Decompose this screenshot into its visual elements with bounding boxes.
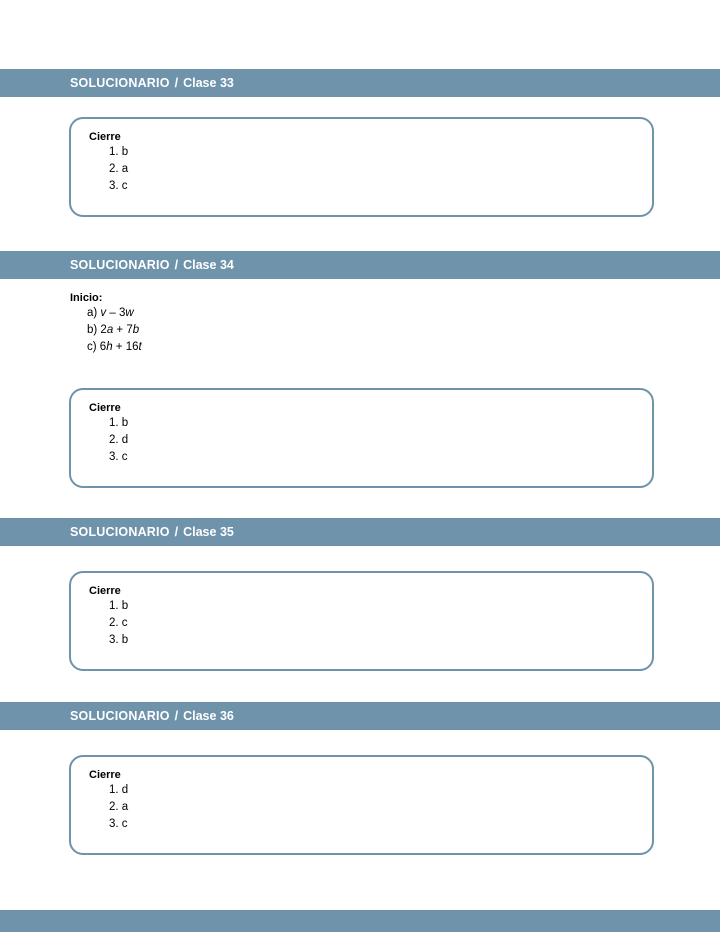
closing-label-3: Cierre [89,585,121,597]
section-subtitle: Clase 33 [183,76,234,90]
section-header-1 [0,69,720,97]
list-item: 3. b [109,634,129,646]
closing-label-1: Cierre [89,131,121,143]
closing-answers-2 [89,415,652,466]
list-item: 3. c [109,818,128,830]
list-item: 2. a [109,163,129,175]
list-item: b) 2a + 7b [87,324,140,336]
answer-box-2 [69,388,654,488]
closing-label-2: Cierre [89,402,121,414]
opening-block-2 [70,292,142,356]
closing-answers-4 [89,782,652,833]
opening-items-2 [70,305,142,356]
list-item: 2. a [109,801,129,813]
section-separator: / [174,709,179,723]
list-item: 2. d [109,434,129,446]
section-subtitle: Clase 36 [183,709,234,723]
list-item: 3. c [109,180,128,192]
list-item: 3. c [109,451,128,463]
answer-box-4 [69,755,654,855]
list-item: 1. b [109,146,129,158]
list-item: c) 6h + 16t [87,341,142,353]
list-item: a) v – 3w [87,307,134,319]
section-title: SOLUCIONARIO [70,709,170,723]
section-separator: / [174,525,179,539]
section-header-3-inner [0,525,234,539]
list-item: 1. d [109,784,129,796]
section-separator: / [174,258,179,272]
answer-box-3 [69,571,654,671]
section-title: SOLUCIONARIO [70,525,170,539]
closing-label-4: Cierre [89,769,121,781]
section-header-1-inner [0,76,234,90]
section-header-2-inner [0,258,234,272]
section-title: SOLUCIONARIO [70,76,170,90]
footer-band [0,910,720,932]
answer-box-1 [69,117,654,217]
closing-answers-1 [89,144,652,195]
opening-label-2: Inicio: [70,292,103,304]
section-header-3 [0,518,720,546]
list-item: 1. b [109,417,129,429]
list-item: 1. b [109,600,129,612]
section-header-4-inner [0,709,234,723]
section-subtitle: Clase 34 [183,258,234,272]
section-subtitle: Clase 35 [183,525,234,539]
section-title: SOLUCIONARIO [70,258,170,272]
list-item: 2. c [109,617,128,629]
section-separator: / [174,76,179,90]
section-header-2 [0,251,720,279]
section-header-4 [0,702,720,730]
closing-answers-3 [89,598,652,649]
